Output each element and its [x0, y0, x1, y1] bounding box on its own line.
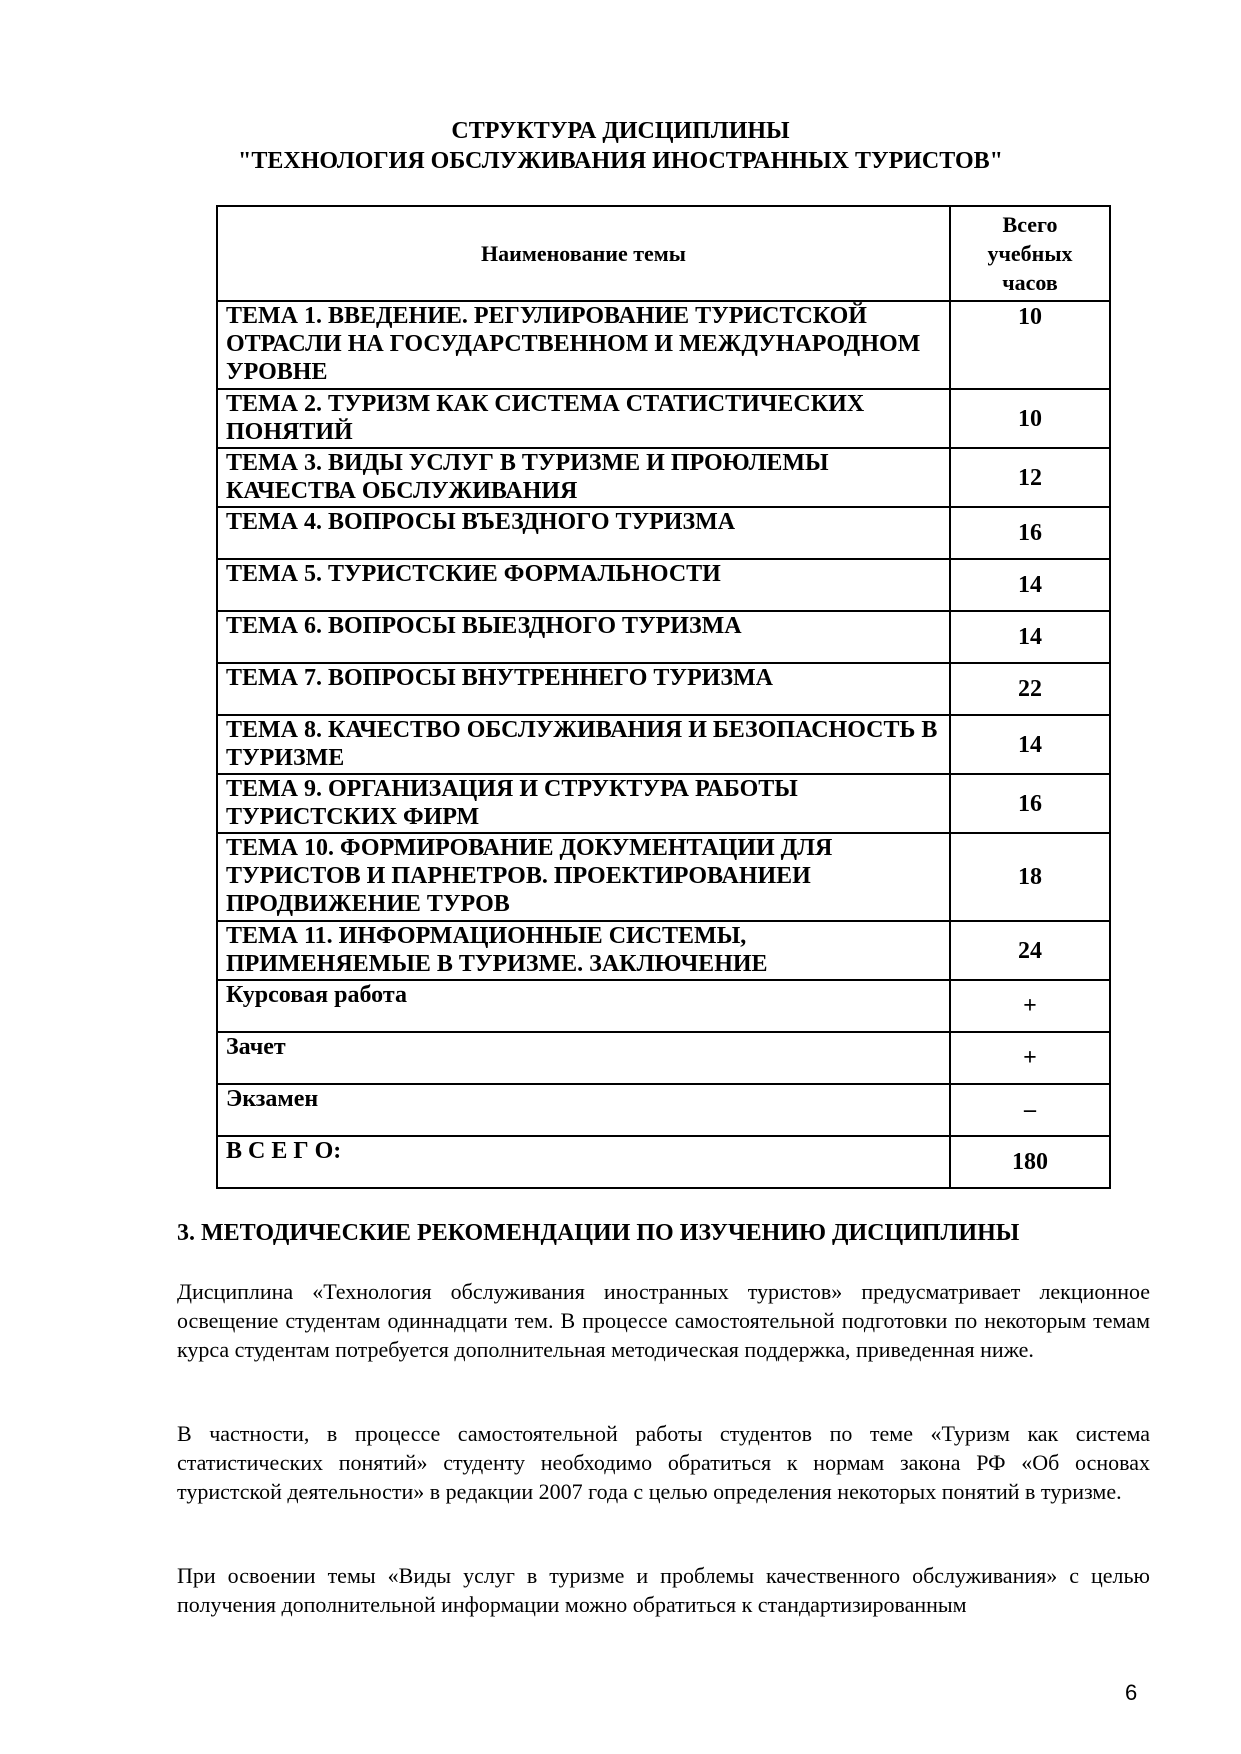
header-hours-line-1: Всего — [1002, 212, 1058, 237]
table-row — [217, 559, 1110, 611]
table-row — [217, 663, 1110, 715]
table-row — [217, 774, 1110, 833]
table-row — [217, 833, 1110, 921]
total-hours-cell: 180 — [950, 1136, 1110, 1188]
hours-cell: 18 — [950, 833, 1110, 921]
table-row — [217, 1084, 1110, 1136]
topic-cell: Курсовая работа — [217, 980, 950, 1032]
table-row — [217, 980, 1110, 1032]
hours-cell: 22 — [950, 663, 1110, 715]
title-line-1: СТРУКТУРА ДИСЦИПЛИНЫ — [451, 118, 790, 144]
section-heading: 3. МЕТОДИЧЕСКИЕ РЕКОМЕНДАЦИИ ПО ИЗУЧЕНИЮ ДИСЦИПЛИНЫ — [177, 1220, 1020, 1246]
topic-cell: ТЕМА 4. ВОПРОСЫ ВЪЕЗДНОГО ТУРИЗМА — [217, 507, 950, 559]
topic-cell: ТЕМА 11. ИНФОРМАЦИОННЫЕ СИСТЕМЫ, ПРИМЕНЯЕМЫЕ В ТУРИЗМЕ. ЗАКЛЮЧЕНИЕ — [217, 921, 950, 980]
page-number: 6 — [1125, 1680, 1138, 1705]
hours-cell: + — [950, 1032, 1110, 1084]
table-row — [217, 715, 1110, 774]
hours-cell: – — [950, 1084, 1110, 1136]
table-row — [217, 507, 1110, 559]
topic-cell: ТЕМА 3. ВИДЫ УСЛУГ В ТУРИЗМЕ И ПРОЮЛЕМЫ КАЧЕСТВА ОБСЛУЖИВАНИЯ — [217, 448, 950, 507]
hours-cell: 10 — [950, 389, 1110, 448]
topic-cell: ТЕМА 10. ФОРМИРОВАНИЕ ДОКУМЕНТАЦИИ ДЛЯ ТУРИСТОВ И ПАРНЕТРОВ. ПРОЕКТИРОВАНИЕИ ПРОДВИЖЕНИЕ ТУРОВ — [217, 833, 950, 921]
table-row — [217, 611, 1110, 663]
table-row — [217, 301, 1110, 389]
hours-cell: 14 — [950, 611, 1110, 663]
topic-cell: Зачет — [217, 1032, 950, 1084]
header-hours — [950, 206, 1110, 301]
table-row — [217, 1032, 1110, 1084]
document-title — [0, 116, 1241, 176]
table-row — [217, 448, 1110, 507]
topic-cell: ТЕМА 8. КАЧЕСТВО ОБСЛУЖИВАНИЯ И БЕЗОПАСНОСТЬ В ТУРИЗМЕ — [217, 715, 950, 774]
topic-cell: ТЕМА 2. ТУРИЗМ КАК СИСТЕМА СТАТИСТИЧЕСКИХ ПОНЯТИЙ — [217, 389, 950, 448]
table-header-row — [217, 206, 1110, 301]
table-row — [217, 921, 1110, 980]
title-line-2: "ТЕХНОЛОГИЯ ОБСЛУЖИВАНИЯ ИНОСТРАННЫХ ТУРИСТОВ" — [238, 148, 1003, 174]
hours-cell: 14 — [950, 715, 1110, 774]
hours-cell: 16 — [950, 507, 1110, 559]
hours-cell: 24 — [950, 921, 1110, 980]
discipline-structure-table — [216, 205, 1111, 1189]
header-topic: Наименование темы — [217, 206, 950, 301]
topic-cell: ТЕМА 7. ВОПРОСЫ ВНУТРЕННЕГО ТУРИЗМА — [217, 663, 950, 715]
header-hours-line-2: учебных — [987, 241, 1073, 266]
topic-cell: ТЕМА 9. ОРГАНИЗАЦИЯ И СТРУКТУРА РАБОТЫ ТУРИСТСКИХ ФИРМ — [217, 774, 950, 833]
paragraph: Дисциплина «Технология обслуживания иностранных туристов» предусматривает лекционное освещение студентам одиннадцати тем. В процессе самостоятельной подготовки по некоторым темам курса студентам потребуется дополнительная методическая поддержка, приведенная ниже. — [177, 1279, 1150, 1362]
topic-cell: ТЕМА 6. ВОПРОСЫ ВЫЕЗДНОГО ТУРИЗМА — [217, 611, 950, 663]
hours-cell: 12 — [950, 448, 1110, 507]
table-row-total — [217, 1136, 1110, 1188]
paragraph: При освоении темы «Виды услуг в туризме и проблемы качественного обслуживания» с целью получения дополнительной информации можно обратиться к стандартизированным — [177, 1563, 1150, 1617]
topic-cell: Экзамен — [217, 1084, 950, 1136]
table-row — [217, 389, 1110, 448]
topic-cell: ТЕМА 1. ВВЕДЕНИЕ. РЕГУЛИРОВАНИЕ ТУРИСТСКОЙ ОТРАСЛИ НА ГОСУДАРСТВЕННОМ И МЕЖДУНАРОДНОМ УРОВНЕ — [217, 301, 950, 389]
paragraph: В частности, в процессе самостоятельной работы студентов по теме «Туризм как система статистических понятий» студенту необходимо обратиться к нормам закона РФ «Об основах туристской деятельности» в редакции 2007 года с целью определения некоторых понятий в туризме. — [177, 1421, 1150, 1504]
hours-cell: 16 — [950, 774, 1110, 833]
hours-cell: 10 — [950, 301, 1110, 389]
hours-cell: 14 — [950, 559, 1110, 611]
header-hours-line-3: часов — [1002, 270, 1058, 295]
hours-cell: + — [950, 980, 1110, 1032]
topic-cell: ТЕМА 5. ТУРИСТСКИЕ ФОРМАЛЬНОСТИ — [217, 559, 950, 611]
total-label-cell: В С Е Г О: — [217, 1136, 950, 1188]
